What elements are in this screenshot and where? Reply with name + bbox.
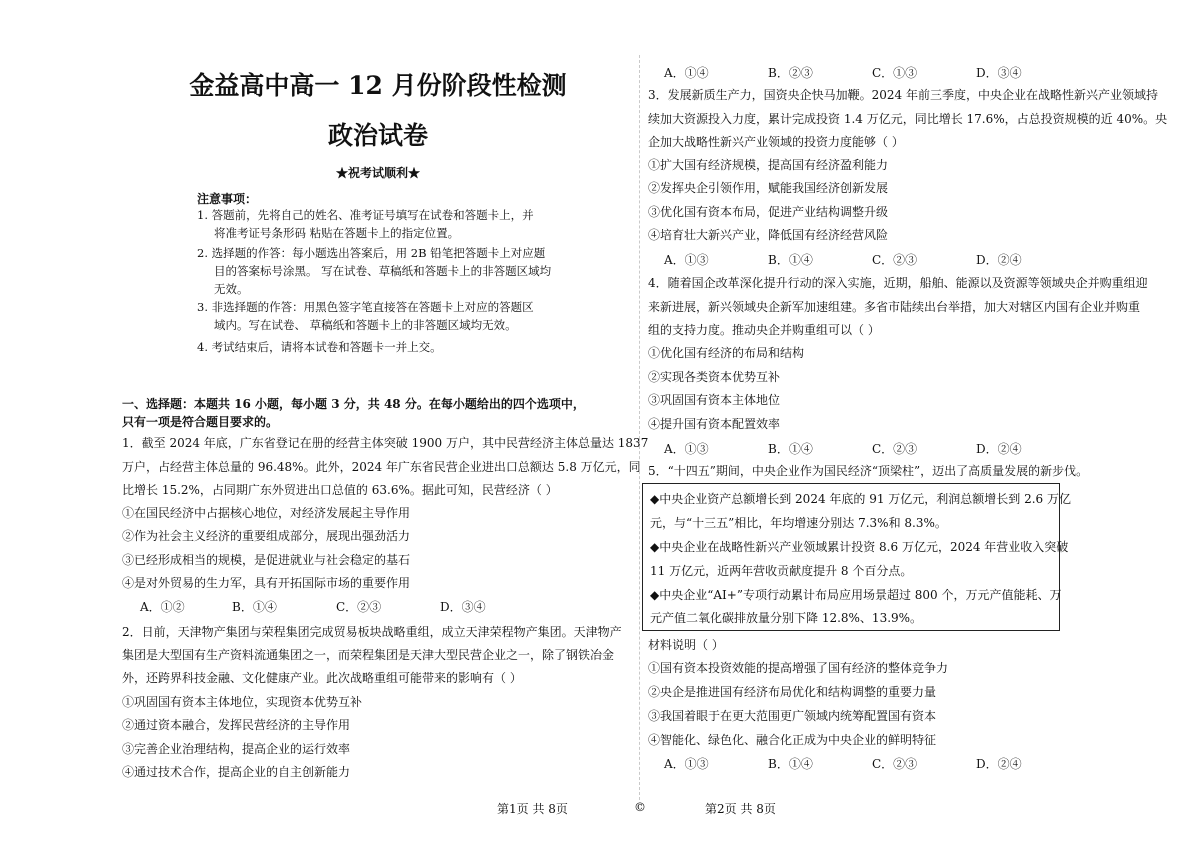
question-1-statement: ②作为社会主义经济的重要组成部分，展现出强劲活力 — [122, 529, 411, 543]
option-a[interactable]: A．①④ — [664, 66, 709, 80]
question-3-statement: ①扩大国有经济规模，提高国有经济盈利能力 — [648, 158, 889, 172]
question-3-line: 企加大战略性新兴产业领域的投资力度能够（ ） — [648, 135, 904, 149]
option-c[interactable]: C．①③ — [872, 66, 918, 80]
section-heading: 一、选择题：本题共 16 小题，每小题 3 分，共 48 分。在每小题给出的四个选项中， — [122, 397, 585, 411]
option-a[interactable]: A．①③ — [664, 253, 709, 267]
notice-line: 目的答案标号涂黑。 写在试卷、草稿纸和答题卡上的非答题区域均 — [214, 264, 552, 278]
question-2-line: 外，还跨界科技金融、文化健康产业。此次战略重组可能带来的影响有（ ） — [122, 671, 522, 685]
option-b[interactable]: B．①④ — [768, 757, 813, 771]
option-d[interactable]: D．③④ — [440, 600, 486, 614]
material-box-line: ◆中央企业资产总额增长到 2024 年底的 91 万亿元，利润总额增长到 2.6 万亿 — [650, 492, 1072, 506]
notice-line: 3. 非选择题的作答：用黑色签字笔直接答在答题卡上对应的答题区 — [197, 300, 534, 314]
question-2-statement: ④通过技术合作，提高企业的自主创新能力 — [122, 765, 351, 779]
question-5-statement: ③我国着眼于在更大范围更广领域内统筹配置国有资本 — [648, 709, 937, 723]
question-4-statement: ③巩固国有资本主体地位 — [648, 393, 781, 407]
exam-title: 金益高中高一 12 月份阶段性检测 — [189, 71, 567, 100]
column-divider — [639, 55, 640, 800]
material-box-line: ◆中央企业“AI+”专项行动累计布局应用场景超过 800 个，万元产值能耗、万 — [650, 588, 1062, 602]
option-b[interactable]: B．①④ — [768, 253, 813, 267]
question-2-statement: ②通过资本融合，发挥民营经济的主导作用 — [122, 718, 351, 732]
option-c[interactable]: C．②③ — [872, 442, 918, 456]
question-4-statement: ④提升国有资本配置效率 — [648, 417, 781, 431]
notice-line: 4. 考试结束后，请将本试卷和答题卡一并上交。 — [197, 340, 442, 354]
question-5-statement: ①国有资本投资效能的提高增强了国有经济的整体竞争力 — [648, 661, 949, 675]
option-c[interactable]: C．②③ — [872, 757, 918, 771]
notice-line: 2. 选择题的作答：每小题选出答案后，用 2B 铅笔把答题卡上对应题 — [197, 246, 546, 260]
notice-line: 1. 答题前，先将自己的姓名、准考证号填写在试卷和答题卡上，并 — [197, 208, 534, 222]
good-luck-line: ★祝考试顺利★ — [335, 166, 420, 180]
option-b[interactable]: B．①④ — [232, 600, 277, 614]
question-2-line: 集团是大型国有生产资料流通集团之一，而荣程集团是天津大型民营企业之一，除了钢铁冶金 — [122, 648, 615, 662]
option-a[interactable]: A．①③ — [664, 442, 709, 456]
option-a[interactable]: A．①② — [140, 600, 185, 614]
notice-line: 无效。 — [214, 282, 249, 296]
notice-line: 域内。写在试卷、 草稿纸和答题卡上的非答题区域均无效。 — [214, 318, 517, 332]
copyright-icon: © — [634, 800, 646, 814]
material-box-line: 元产值二氧化碳排放量分别下降 12.8%、13.9%。 — [650, 611, 923, 625]
question-1-line: 比增长 15.2%，占同期广东外贸进出口总值的 63.6%。据此可知，民营经济（ ） — [122, 483, 558, 497]
question-4-line: 组的支持力度。推动央企并购重组可以（ ） — [648, 323, 880, 337]
question-5-stem: 材料说明（ ） — [648, 638, 724, 652]
question-1-line: 1．截至 2024 年底，广东省登记在册的经营主体突破 1900 万户，其中民营经济主体总量达 1837 — [122, 436, 649, 450]
option-d[interactable]: D．②④ — [976, 442, 1022, 456]
option-b[interactable]: B．②③ — [768, 66, 813, 80]
question-5-statement: ②央企是推进国有经济布局优化和结构调整的重要力量 — [648, 685, 937, 699]
question-2-statement: ③完善企业治理结构，提高企业的运行效率 — [122, 742, 351, 756]
material-box-line: ◆中央企业在战略性新兴产业领域累计投资 8.6 万亿元，2024 年营业收入突破 — [650, 540, 1069, 554]
question-1-statement: ③已经形成相当的规模，是促进就业与社会稳定的基石 — [122, 553, 411, 567]
question-3-statement: ②发挥央企引领作用，赋能我国经济创新发展 — [648, 181, 889, 195]
notice-heading: 注意事项： — [197, 192, 258, 206]
question-1-line: 万户，占经营主体总量的 96.48%。此外，2024 年广东省民营企业进出口总额达 5.8 万亿元，同 — [122, 460, 641, 474]
question-3-statement: ④培育壮大新兴产业，降低国有经济经营风险 — [648, 228, 889, 242]
question-3-line: 3．发展新质生产力，国资央企快马加鞭。2024 年前三季度，中央企业在战略性新兴产业领域持 — [648, 88, 1158, 102]
question-5-intro: 5．“十四五”期间，中央企业作为国民经济“顶梁柱”，迈出了高质量发展的新步伐。 — [648, 464, 1089, 478]
option-a[interactable]: A．①③ — [664, 757, 709, 771]
option-d[interactable]: D．②④ — [976, 253, 1022, 267]
question-1-statement: ①在国民经济中占据核心地位，对经济发展起主导作用 — [122, 506, 411, 520]
material-box-line: 元，与“十三五”相比，年均增速分别达 7.3%和 8.3%。 — [650, 516, 947, 530]
exam-subject: 政治试卷 — [327, 121, 428, 150]
option-d[interactable]: D．③④ — [976, 66, 1022, 80]
question-4-line: 4．随着国企改革深化提升行动的深入实施，近期，船舶、能源以及资源等领域央企并购重组迎 — [648, 276, 1148, 290]
question-3-line: 续加大资源投入力度，累计完成投资 1.4 万亿元，同比增长 17.6%，占总投资规模的近 40%。央 — [648, 112, 1168, 126]
notice-line: 将准考证号条形码 粘贴在答题卡上的指定位置。 — [214, 226, 460, 240]
question-3-statement: ③优化国有资本布局，促进产业结构调整升级 — [648, 205, 889, 219]
option-b[interactable]: B．①④ — [768, 442, 813, 456]
question-5-statement: ④智能化、绿色化、融合化正成为中央企业的鲜明特征 — [648, 733, 937, 747]
question-4-statement: ①优化国有经济的布局和结构 — [648, 346, 805, 360]
question-2-statement: ①巩固国有资本主体地位，实现资本优势互补 — [122, 695, 363, 709]
question-1-statement: ④是对外贸易的生力军，具有开拓国际市场的重要作用 — [122, 576, 411, 590]
option-d[interactable]: D．②④ — [976, 757, 1022, 771]
question-4-line: 来新进展，新兴领域央企新军加速组建。多省市陆续出台举措，加大对辖区内国有企业并购重 — [648, 300, 1141, 314]
option-c[interactable]: C．②③ — [336, 600, 382, 614]
page-number-left: 第1页 共 8页 — [497, 802, 568, 816]
section-heading-cont: 只有一项是符合题目要求的。 — [122, 415, 279, 429]
page-number-right: 第2页 共 8页 — [705, 802, 776, 816]
question-2-line: 2．日前，天津物产集团与荣程集团完成贸易板块战略重组，成立天津荣程物产集团。天津物产 — [122, 625, 622, 639]
material-box-line: 11 万亿元，近两年营收贡献度提升 8 个百分点。 — [650, 564, 913, 578]
option-c[interactable]: C．②③ — [872, 253, 918, 267]
question-4-statement: ②实现各类资本优势互补 — [648, 370, 781, 384]
